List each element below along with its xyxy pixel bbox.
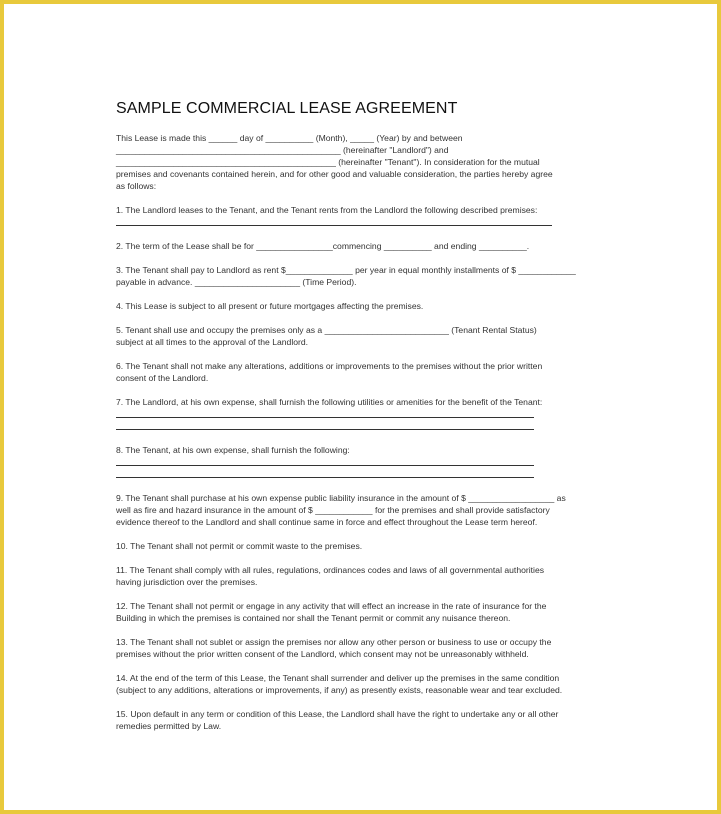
clause-5 xyxy=(116,324,626,348)
clause-1 xyxy=(116,204,626,228)
clause-line: 14. At the end of the term of this Lease, the Tenant shall surrender and deliver up the premises in the same condition xyxy=(116,673,560,683)
clause-line: 9. The Tenant shall purchase at his own expense public liability insurance in the amount of $ __________________ as xyxy=(116,493,566,503)
clause-line: payable in advance. ______________________ (Time Period). xyxy=(116,277,357,287)
blank-line xyxy=(116,216,626,228)
clause-line: subject at all times to the approval of the Landlord. xyxy=(116,337,309,347)
clause-line: premises without the prior written consent of the Landlord, which consent may not be unreasonably withheld. xyxy=(116,649,529,659)
clause-line: having jurisdiction over the premises. xyxy=(116,577,258,587)
clause-line: 8. The Tenant, at his own expense, shall furnish the following: xyxy=(116,445,350,455)
clause-line: 10. The Tenant shall not permit or commit waste to the premises. xyxy=(116,541,363,551)
clause-line: 1. The Landlord leases to the Tenant, and the Tenant rents from the Landlord the following described premises: xyxy=(116,205,538,215)
blank-line xyxy=(116,408,626,420)
clause-15 xyxy=(116,708,626,732)
clause-line: 15. Upon default in any term or condition of this Lease, the Landlord shall have the right to undertake any or all other xyxy=(116,709,559,719)
clause-14 xyxy=(116,672,626,696)
blank-line xyxy=(116,468,626,480)
clause-7 xyxy=(116,396,626,432)
clause-line: (subject to any additions, alterations or improvements, if any) as presently exists, reasonable wear and tear excluded. xyxy=(116,685,563,695)
intro-line: _______________________________________________ (hereinafter "Landlord") and xyxy=(116,145,449,155)
clause-line: 5. Tenant shall use and occupy the premises only as a __________________________ (Tenant Rental Status) xyxy=(116,325,537,335)
document-title: SAMPLE COMMERCIAL LEASE AGREEMENT xyxy=(116,100,458,117)
clause-6 xyxy=(116,360,626,384)
clause-line: remedies permitted by Law. xyxy=(116,721,222,731)
clause-line: evidence thereof to the Landlord and shall continue same in force and effect throughout the Lease term hereof. xyxy=(116,517,538,527)
clause-10 xyxy=(116,540,626,552)
clause-line: 3. The Tenant shall pay to Landlord as rent $______________ per year in equal monthly installments of $ ____________ xyxy=(116,265,576,275)
clause-line: 6. The Tenant shall not make any alterations, additions or improvements to the premises without the prior written xyxy=(116,361,543,371)
intro-line: as follows: xyxy=(116,181,157,191)
lease-document xyxy=(116,100,626,744)
clause-line: 11. The Tenant shall comply with all rules, regulations, ordinances codes and laws of all governmental authorities xyxy=(116,565,545,575)
blank-line xyxy=(116,456,626,468)
clause-line: 12. The Tenant shall not permit or engage in any activity that will effect an increase in the rate of insurance for the xyxy=(116,601,547,611)
clause-line: Building in which the premises is contained nor shall the Tenant permit or commit any nuisance thereon. xyxy=(116,613,511,623)
intro-line: premises and covenants contained herein, and for other good and valuable consideration, the parties hereby agree xyxy=(116,169,553,179)
intro-paragraph xyxy=(116,132,626,192)
intro-line: ______________________________________________ (hereinafter "Tenant"). In consideration for the mutual xyxy=(116,157,540,167)
clause-9 xyxy=(116,492,626,528)
clause-line: well as fire and hazard insurance in the amount of $ ____________ for the premises and shall provide satisfactory xyxy=(116,505,550,515)
clause-line: consent of the Landlord. xyxy=(116,373,209,383)
clause-2 xyxy=(116,240,626,252)
clause-3 xyxy=(116,264,626,288)
clause-4 xyxy=(116,300,626,312)
clause-13 xyxy=(116,636,626,660)
clause-12 xyxy=(116,600,626,624)
clause-line: 4. This Lease is subject to all present or future mortgages affecting the premises. xyxy=(116,301,424,311)
intro-line: This Lease is made this ______ day of __________ (Month), _____ (Year) by and between xyxy=(116,133,463,143)
clause-line: 7. The Landlord, at his own expense, shall furnish the following utilities or amenities for the benefit of the Tenant: xyxy=(116,397,543,407)
clause-8 xyxy=(116,444,626,480)
clause-11 xyxy=(116,564,626,588)
clause-line: 2. The term of the Lease shall be for ________________commencing __________ and ending __________. xyxy=(116,241,530,251)
blank-line xyxy=(116,420,626,432)
clause-line: 13. The Tenant shall not sublet or assign the premises nor allow any other person or business to use or occupy the xyxy=(116,637,552,647)
